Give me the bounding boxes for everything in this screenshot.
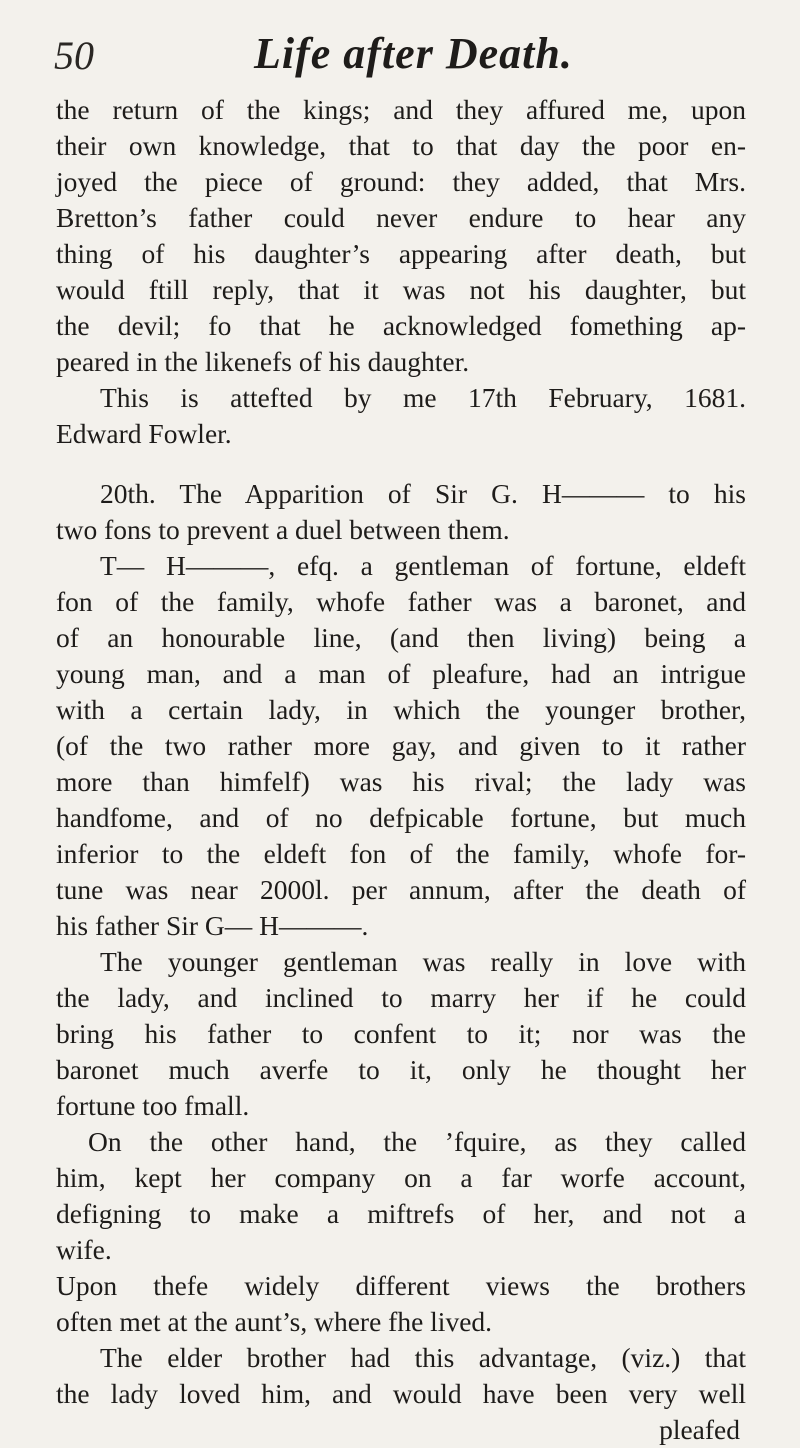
text-line: more than himfelf) was his rival; the lady was	[56, 766, 746, 797]
text-line: the lady loved him, and would have been very well	[56, 1378, 746, 1409]
text-line: often met at the aunt’s, where fhe lived.	[56, 1306, 493, 1337]
text-line: the devil; fo that he acknowledged fomething ap-	[56, 310, 746, 341]
section-heading-line: two fons to prevent a duel between them.	[56, 514, 510, 545]
section-heading-line: 20th. The Apparition of Sir G. H——— to his	[100, 478, 746, 509]
text-line: with a certain lady, in which the younger brother,	[56, 694, 746, 725]
text-line: the lady, and inclined to marry her if he could	[56, 982, 746, 1013]
text-line: young man, and a man of pleafure, had an intrigue	[56, 658, 746, 689]
text-line: On the other hand, the ’fquire, as they called	[88, 1126, 746, 1157]
text-line: his father Sir G— H———.	[56, 910, 369, 941]
text-line: inferior to the eldeft fon of the family, whofe for-	[56, 838, 746, 869]
text-line: The elder brother had this advantage, (viz.) that	[100, 1342, 746, 1373]
text-line: thing of his daughter’s appearing after death, but	[56, 238, 746, 269]
text-line: defigning to make a miftrefs of her, and not a	[56, 1198, 746, 1229]
page-number: 50	[54, 33, 94, 78]
text-line: peared in the likenefs of his daughter.	[56, 346, 470, 377]
text-line: bring his father to confent to it; nor was the	[56, 1018, 746, 1049]
text-line: would ftill reply, that it was not his daughter, but	[56, 274, 746, 305]
text-line: handfome, and of no defpicable fortune, but much	[56, 802, 746, 833]
page-header	[54, 26, 754, 86]
attestation-line: This is attefted by me 17th February, 1681.	[100, 382, 746, 413]
text-line: the return of the kings; and they affured me, upon	[56, 94, 746, 125]
text-line: joyed the piece of ground: they added, that Mrs.	[56, 166, 746, 197]
text-line: The younger gentleman was really in love with	[100, 946, 746, 977]
text-line: tune was near 2000l. per annum, after the death of	[56, 874, 746, 905]
text-line: their own knowledge, that to that day the poor en-	[56, 130, 746, 161]
text-line: Upon thefe widely different views the brothers	[56, 1270, 746, 1301]
text-line: Bretton’s father could never endure to hear any	[56, 202, 746, 233]
text-line: baronet much averfe to it, only he thought her	[56, 1054, 746, 1085]
catchword: pleafed	[659, 1414, 740, 1445]
text-line: fon of the family, whofe father was a baronet, and	[56, 586, 746, 617]
text-line: wife.	[56, 1234, 112, 1265]
signature-line: Edward Fowler.	[56, 418, 232, 449]
body-text	[56, 92, 746, 1448]
text-line: (of the two rather more gay, and given to it rather	[56, 730, 746, 761]
text-line: of an honourable line, (and then living) being a	[56, 622, 746, 653]
text-line: T— H———, efq. a gentleman of fortune, eldeft	[100, 550, 746, 581]
text-line: him, kept her company on a far worfe account,	[56, 1162, 746, 1193]
running-title: Life after Death.	[254, 29, 573, 78]
text-line: fortune too fmall.	[56, 1090, 250, 1121]
